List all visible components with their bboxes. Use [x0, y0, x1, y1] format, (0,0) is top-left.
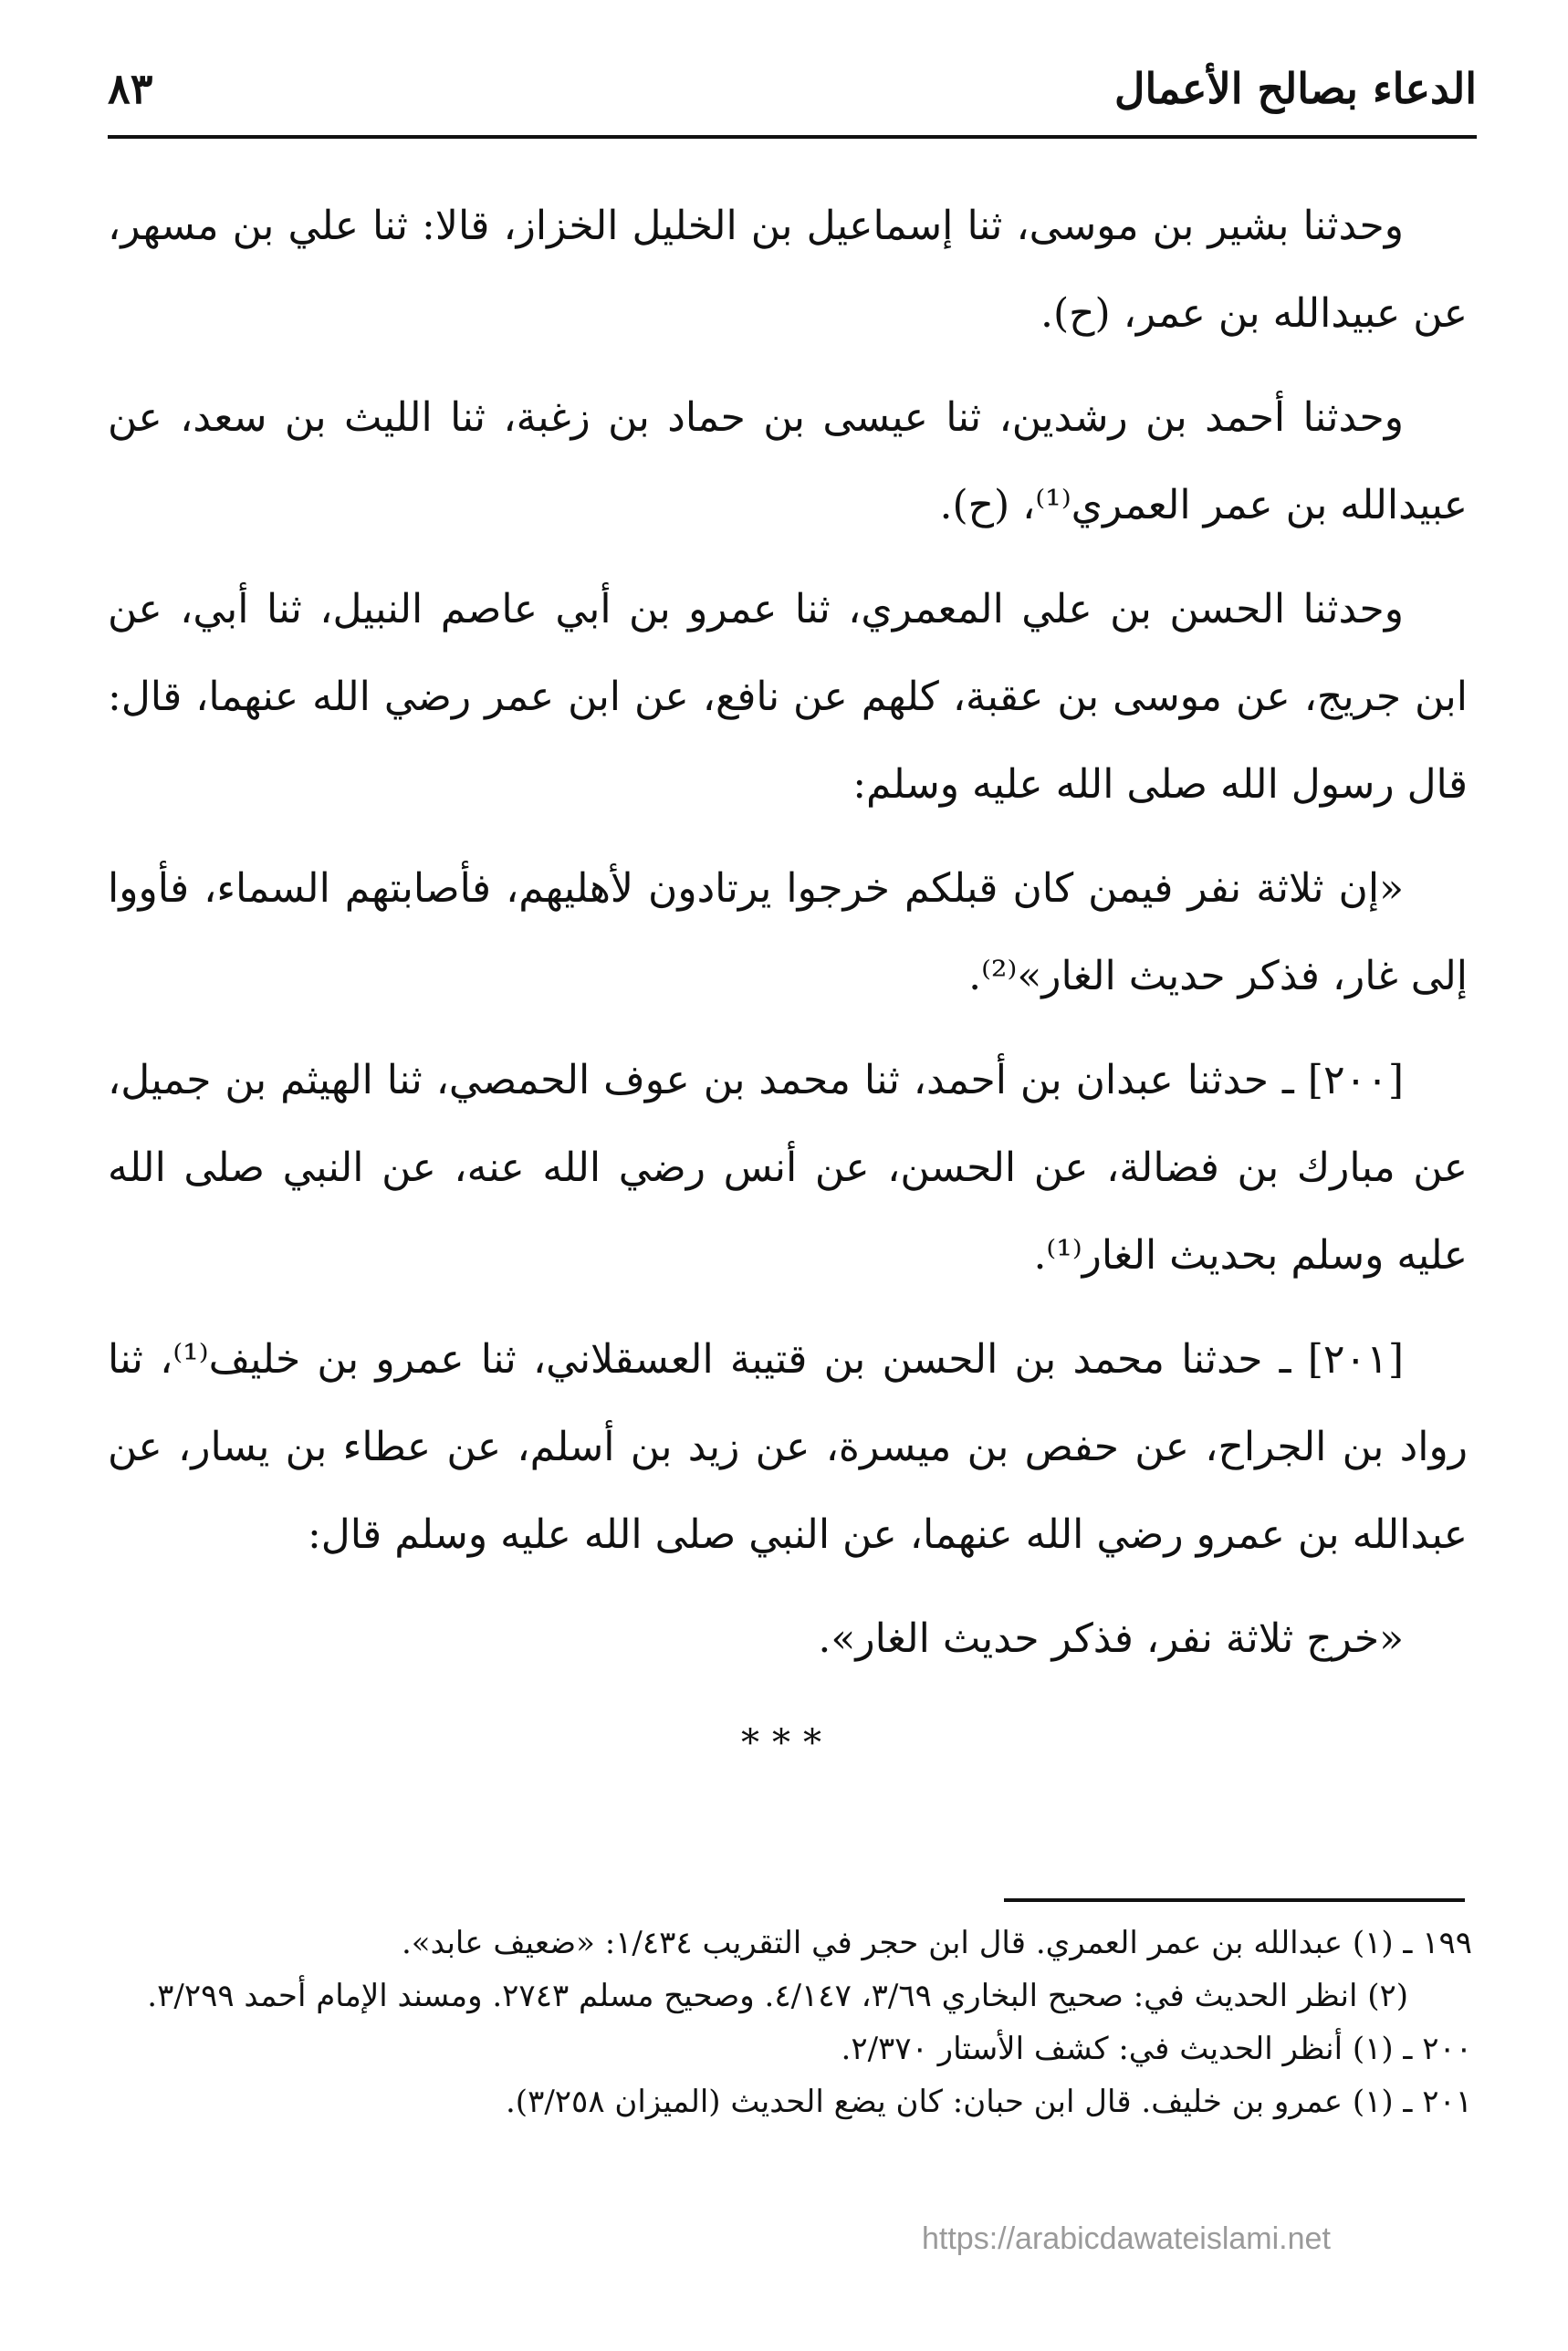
footnote-201-1: ٢٠١ ـ (١) عمرو بن خليف. قال ابن حبان: كان يضع الحديث (الميزان ٣/٢٥٨). [506, 2084, 1472, 2120]
paragraph-3: وحدثنا الحسن بن علي المعمري، ثنا عمرو بن أبي عاصم النبيل، ثنا أبي، عن ابن جريج، عن موسى بن عقبة، كلهم عن نافع، عن ابن عمر رضي الله عنهما، قال: قال رسول الله صلى الله عليه وسلم: [108, 586, 1468, 808]
footnote-199-2: (٢) انظر الحديث في: صحيح البخاري ٣/٦٩، ٤/١٤٧. وصحيح مسلم ٢٧٤٣. ومسند الإمام أحمد ٣/٢٩٩. [147, 1978, 1408, 2014]
page-header [108, 55, 1477, 128]
hadith-quote-1: «إن ثلاثة نفر فيمن كان قبلكم خرجوا يرتادون لأهليهم، فأصابتهم السماء، فأووا إلى غار، فذكر حديث الغار»⁽²⁾. [108, 865, 1468, 999]
page-number: ٨٣ [108, 64, 153, 113]
watermark-url: https://arabicdawateislami.net [922, 2221, 1331, 2256]
footnote-200-1: ٢٠٠ ـ (١) أنظر الحديث في: كشف الأستار ٢/٣٧٠. [841, 2031, 1472, 2067]
footnote-199-1: ١٩٩ ـ (١) عبدالله بن عمر العمري. قال ابن حجر في التقريب ١/٤٣٤: «ضعيف عابد». [401, 1925, 1472, 1961]
footnotes [108, 1917, 1472, 2128]
hadith-200: [٢٠٠] ـ حدثنا عبدان بن أحمد، ثنا محمد بن عوف الحمصي، ثنا الهيثم بن جميل، عن مبارك بن فضالة، عن الحسن، عن أنس رضي الله عنه، عن النبي صلى الله عليه وسلم بحديث الغار⁽¹⁾. [108, 1057, 1468, 1279]
main-text [108, 183, 1468, 1787]
section-separator: *** [741, 1722, 834, 1764]
paragraph-2: وحدثنا أحمد بن رشدين، ثنا عيسى بن حماد بن زغبة، ثنا الليث بن سعد، عن عبيدالله بن عمر العمري⁽¹⁾، (ح). [108, 394, 1468, 528]
header-rule [108, 135, 1477, 139]
hadith-201: [٢٠١] ـ حدثنا محمد بن الحسن بن قتيبة العسقلاني، ثنا عمرو بن خليف⁽¹⁾، ثنا رواد بن الجراح، عن حفص بن ميسرة، عن زيد بن أسلم، عن عطاء بن يسار، عن عبدالله بن عمرو رضي الله عنهما، عن النبي صلى الله عليه وسلم قال: [108, 1336, 1468, 1558]
running-title: الدعاء بصالح الأعمال [1114, 64, 1477, 113]
paragraph-1: وحدثنا بشير بن موسى، ثنا إسماعيل بن الخليل الخزاز، قالا: ثنا علي بن مسهر، عن عبيدالله بن عمر، (ح). [108, 203, 1468, 337]
footnote-rule [1004, 1898, 1465, 1902]
hadith-quote-2: «خرج ثلاثة نفر، فذكر حديث الغار». [818, 1615, 1404, 1662]
